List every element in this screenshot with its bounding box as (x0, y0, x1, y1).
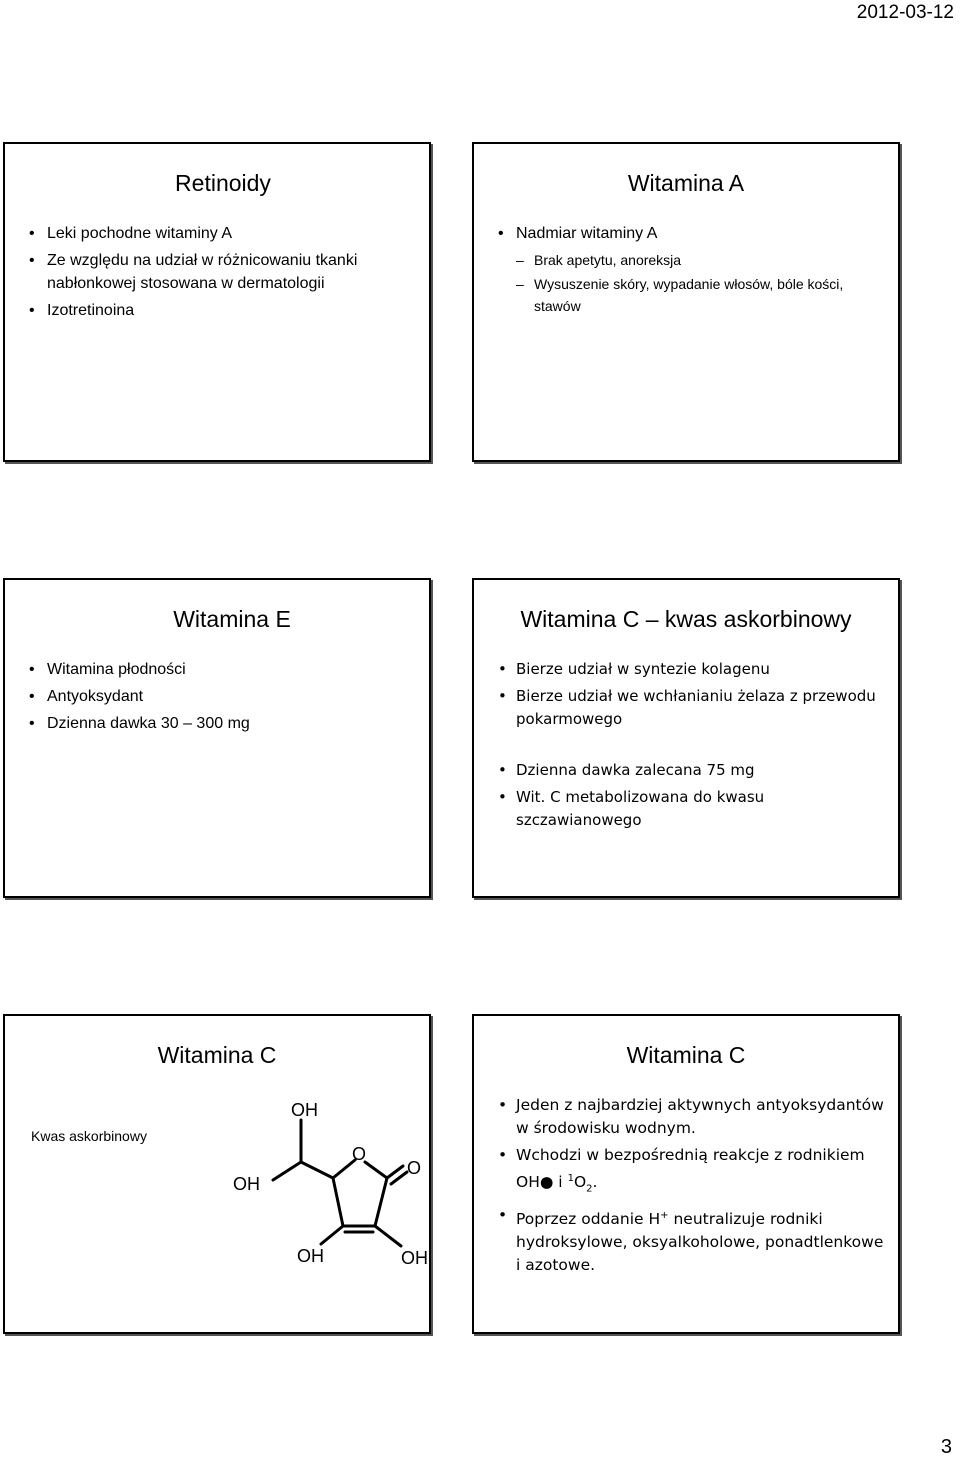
sub-bullet-item: – Wysuszenie skóry, wypadanie włosów, bóle kości, stawów (496, 273, 884, 317)
bullet-list (496, 658, 884, 836)
singlet-superscript: 1 (567, 1173, 574, 1184)
atom-label: O (407, 1158, 422, 1178)
atom-label: OH (401, 1248, 428, 1268)
hydrogen-charge: + (660, 1210, 669, 1222)
bullet-item: • Dzienna dawka zalecana 75 mg (496, 759, 884, 782)
atom-label: OH (233, 1174, 260, 1194)
atom-label: O (352, 1144, 367, 1164)
bond-line (333, 1178, 343, 1226)
oxygen-subscript: 2 (586, 1183, 593, 1195)
bullet-text: Poprzez oddanie H (516, 1210, 661, 1229)
slide-title: Retinoidy (175, 170, 271, 196)
bullet-item: • Leki pochodne witaminy A (27, 222, 415, 245)
slide-witamina-c-antioxidant (472, 1014, 900, 1334)
radical-text: OH● i (516, 1173, 563, 1192)
bond-line (273, 1162, 301, 1180)
bond-line (301, 1162, 333, 1178)
atom-label: OH (297, 1246, 324, 1266)
slide-title: Witamina A (627, 170, 745, 196)
sentence-end: . (592, 1173, 598, 1192)
bond-line (321, 1226, 343, 1244)
bullet-item: • Nadmiar witaminy A (496, 222, 884, 245)
bond-line (375, 1178, 387, 1226)
slide-title: Witamina C (626, 1042, 746, 1068)
atom-label: OH (291, 1100, 318, 1120)
bullet-item: • Antyoksydant (27, 685, 415, 708)
ascorbic-acid-structure (225, 1098, 428, 1288)
bond-line (375, 1226, 401, 1246)
bond-line (365, 1162, 387, 1178)
bullet-item: • Dzienna dawka 30 – 300 mg (27, 712, 415, 735)
bullet-item: • Ze względu na udział w różnicowaniu tkanki nabłonkowej stosowana w dermatologii (27, 249, 415, 295)
bullet-list (27, 222, 415, 326)
slide-retinoidy (3, 142, 431, 462)
page-number: 3 (940, 1436, 952, 1458)
bullet-item: • Wit. C metabolizowana do kwasu szczawianowego (496, 786, 884, 832)
sub-bullet-item: – Brak apetytu, anoreksja (496, 249, 884, 271)
slide-title: Witamina E (173, 606, 291, 632)
bullet-item (496, 1204, 884, 1277)
slide-witamina-a (472, 142, 900, 462)
bullet-list (27, 658, 415, 739)
slide-witamina-c-structure (3, 1014, 431, 1334)
structure-caption: Kwas askorbinowy (31, 1128, 147, 1144)
bullet-text: neutralizuje rodniki hydroksylowe, oksyalkoholowe, ponadtlenkowe i azotowe. (516, 1210, 884, 1275)
bullet-list (496, 222, 884, 319)
bullet-item (496, 1144, 884, 1200)
slide-title: Witamina C (157, 1042, 277, 1068)
slide-witamina-c-kwas (472, 578, 900, 898)
bullet-text: Wchodzi w bezpośrednią reakcje z rodnikiem (516, 1146, 865, 1164)
bullet-item: • Bierze udział we wchłanianiu żelaza z przewodu pokarmowego (496, 685, 884, 731)
page-date: 2012-03-12 (856, 2, 954, 23)
bullet-list (496, 1094, 884, 1281)
bullet-item: • Bierze udział w syntezie kolagenu (496, 658, 884, 681)
slide-title: Witamina C – kwas askorbinowy (520, 606, 852, 632)
slide-witamina-e (3, 578, 431, 898)
bullet-item: • Jeden z najbardziej aktywnych antyoksydantów w środowisku wodnym. (496, 1094, 884, 1140)
bullet-item: • Witamina płodności (27, 658, 415, 681)
oxygen-symbol: O (573, 1173, 587, 1192)
bullet-item: • Izotretinoina (27, 299, 415, 322)
